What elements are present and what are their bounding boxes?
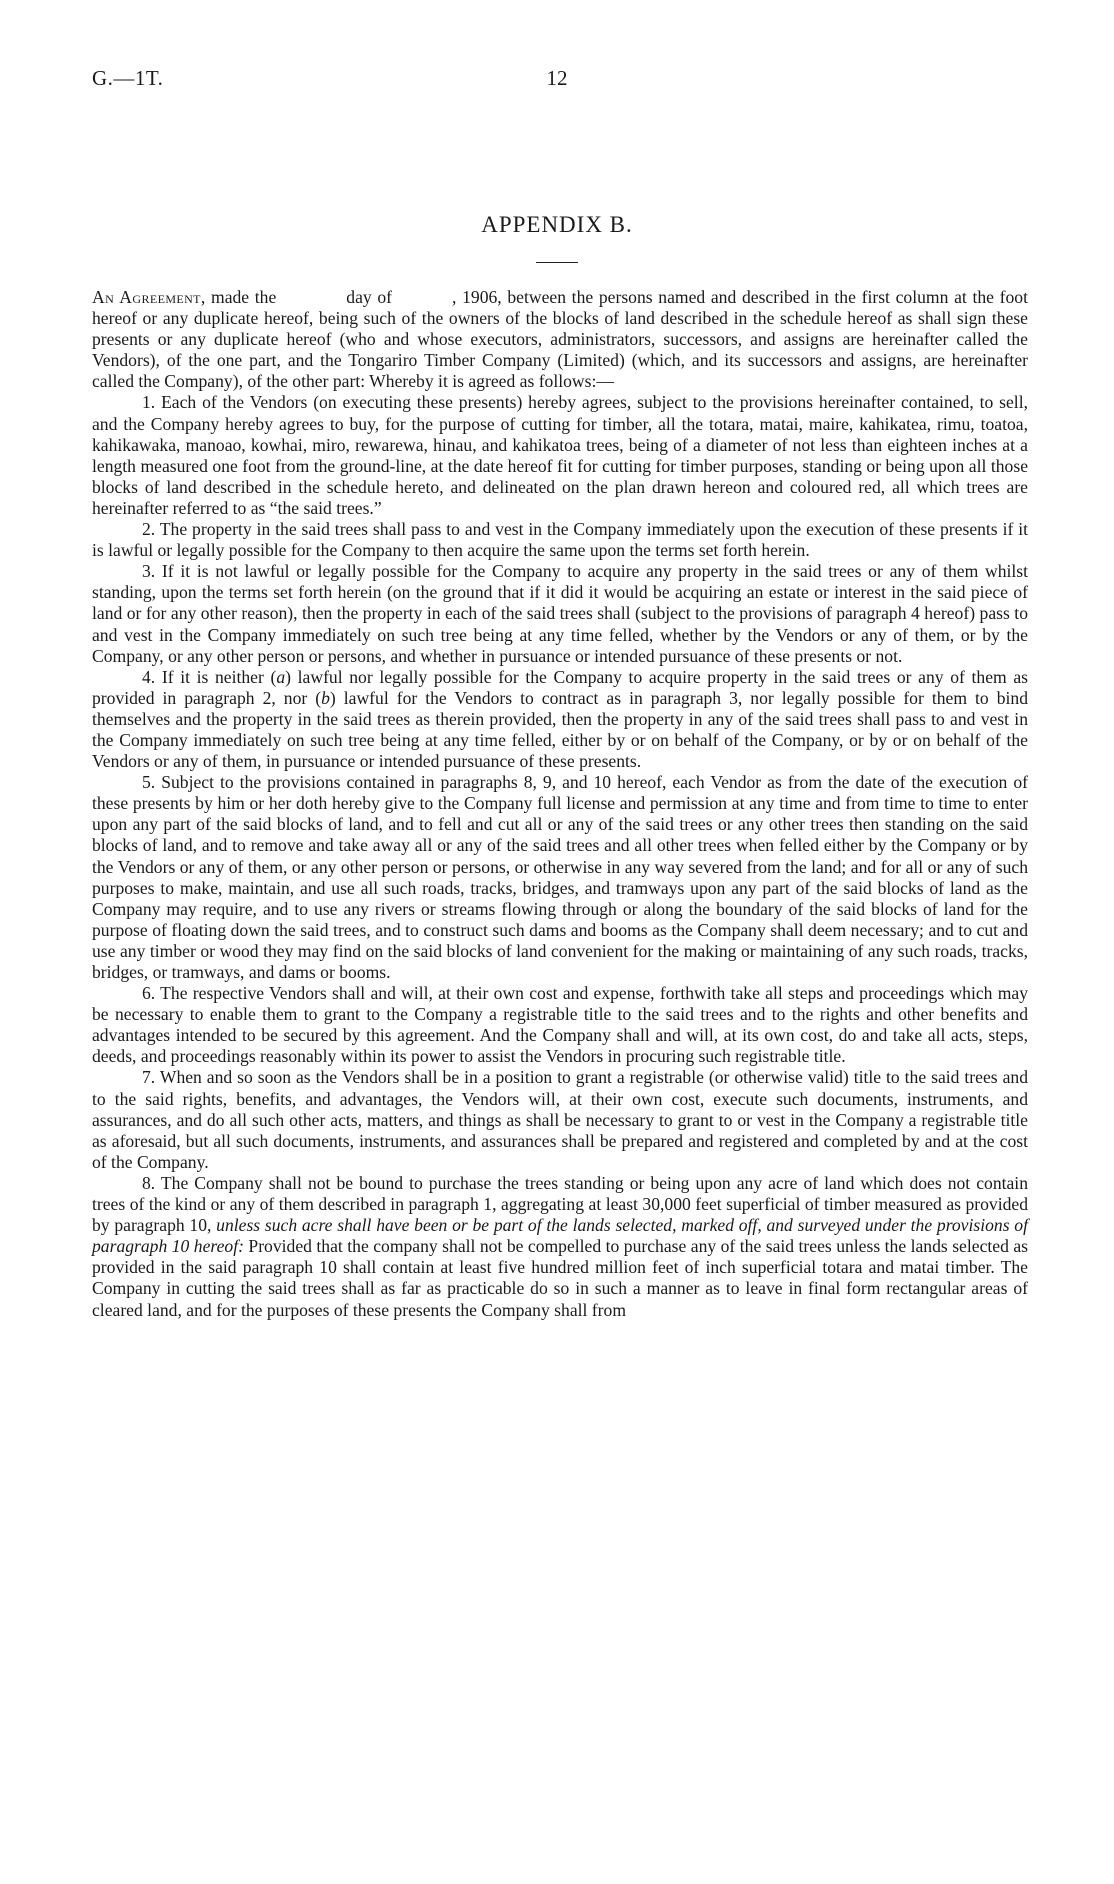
intro-day-of: day of	[346, 287, 393, 307]
appendix-title: APPENDIX B.	[481, 212, 633, 237]
paragraph-8-italic-proviso: unless such acre shall have been or be part of the lands selected, marked off, and surveyed under the provisions of paragraph 10 hereof:	[92, 1215, 1028, 1257]
paragraph-4-part: ) lawful nor legally possible for the Company to acquire property in the said trees or any of them as provided in paragraph 2, nor (	[92, 666, 1028, 708]
paragraph-8-part: Provided that the company shall not be compelled to purchase any of the said trees unless the lands selected as provided in the said paragraph 10 shall contain at least five hundred million feet of inch superficial totara and matai timber. The Company in cutting the said trees shall as far as practicable do so in such a manner as to leave in final form rectangular areas of cleared land, and for the purposes of these presents the Company shall from	[92, 1236, 1028, 1320]
paragraph-1: 1. Each of the Vendors (on executing these presents) hereby agrees, subject to the provisions hereinafter contained, to sell, and the Company hereby agrees to buy, for the purpose of cutting for timber, all the totara, matai, maire, kahikatea, rimu, toatoa, kahikawaka, manoao, kowhai, miro, rewarewa, hinau, and kahikatoa trees, being of a diameter of not less than eighteen inches at a length measured one foot from the ground-line, at the date hereof fit for cutting for timber purposes, standing or being upon all those blocks of land described in the schedule hereto, and delineated on the plan drawn hereon and coloured red, all which trees are hereinafter referred to as “the said trees.”	[92, 392, 1028, 518]
page-number: 12	[546, 66, 568, 90]
agreement-body	[92, 287, 1028, 1321]
document-reference: G.—1T.	[92, 66, 164, 90]
title-rule	[536, 262, 578, 263]
page-header	[92, 66, 1022, 96]
paragraph-4-clause-a: a	[276, 666, 286, 687]
paragraph-4-part: ) lawful for the Vendors to contract as in paragraph 3, nor legally possible for them to bind themselves and the property in the said trees as therein provided, then the property in any of the said trees shall pass to and vest in the Company immediately on such tree being at any time felled, either by or on behalf of the Company, or by or on behalf of the Vendors or any of them, in pursuance or intended pursuance of these presents.	[92, 687, 1028, 772]
paragraph-3: 3. If it is not lawful or legally possible for the Company to acquire any property in the said trees or any of them whilst standing, upon the terms set forth herein (on the ground that if it did it would be acquiring an estate or interest in the said piece of land or for any other reason), then the property in each of the said trees shall (subject to the provisions of paragraph 4 hereof) pass to and vest in the Company immediately on such tree being at any time felled, whether by the Vendors or any of them, or by the Company, or any other person or persons, and whether in pursuance or intended pursuance of these presents or not.	[92, 561, 1028, 666]
intro-rest: , 1906, between the persons named and described in the first column at the foot hereof or any duplicate hereof, being such of the owners of the blocks of land described in the schedule hereof as shall sign these presents or any duplicate hereof (who and whose executors, administrators, successors, and assigns are hereinafter called the Vendors), of the one part, and the Tongariro Timber Company (Limited) (which, and its successors and assigns, are hereinafter called the Company), of the other part: Whereby it is agreed as follows:—	[92, 287, 1028, 392]
intro-lead: An Agreement	[92, 287, 201, 307]
intro-paragraph	[92, 287, 1028, 392]
paragraph-8	[92, 1173, 1028, 1321]
paragraph-4	[92, 667, 1028, 772]
paragraph-4-part: 4. If it is neither (	[142, 666, 277, 687]
paragraph-8-part: 8. The Company shall not be bound to purchase the trees standing or being upon any acre of land which does not contain trees of the kind or any of them described in paragraph 1, aggregating at least 30,000 feet superficial of timber measured as provided by paragraph 10,	[92, 1172, 1028, 1236]
intro-made-the: , made the	[200, 287, 277, 307]
paragraph-4-clause-b: b	[321, 687, 330, 708]
paragraph-7: 7. When and so soon as the Vendors shall be in a position to grant a registrable (or otherwise valid) title to the said trees and to the said rights, benefits, and advantages, the Vendors will, at their own cost, execute such documents, instruments, and assurances, and do all such other acts, matters, and things as shall be necessary to grant to or vest in the Company a registrable title as aforesaid, but all such documents, instruments, and assurances shall be prepared and registered and completed by and at the cost of the Company.	[92, 1067, 1028, 1172]
paragraph-5: 5. Subject to the provisions contained in paragraphs 8, 9, and 10 hereof, each Vendor as from the date of the execution of these presents by him or her doth hereby give to the Company full license and permission at any time and from time to time to enter upon any part of the said blocks of land, and to fell and cut all or any of the said trees or any other trees then standing on the said blocks of land, and to remove and take away all or any of the said trees and all other trees when felled either by the Company or by the Vendors or any of them, or any other person or persons, or otherwise in any way severed from the land; and for all or any of such purposes to make, maintain, and use all such roads, tracks, bridges, and tramways upon any part of the said blocks of land as the Company may require, and to use any rivers or streams flowing through or along the boundary of the said blocks of land for the purpose of floating down the said trees, and to construct such dams and booms as the Company shall deem necessary; and to cut and use any timber or wood they may find on the said blocks of land convenient for the making or maintaining of any such roads, tracks, bridges, or tramways, and dams or booms.	[92, 772, 1028, 982]
paragraph-2: 2. The property in the said trees shall pass to and vest in the Company immediately upon the execution of these presents if it is lawful or legally possible for the Company to then acquire the same upon the terms set forth herein.	[92, 519, 1028, 561]
paragraph-6: 6. The respective Vendors shall and will, at their own cost and expense, forthwith take all steps and proceedings which may be necessary to enable them to grant to the Company a registrable title to the said trees and to the rights and other benefits and advantages intended to be secured by this agreement. And the Company shall and will, at its own cost, do and take all acts, steps, deeds, and proceedings reasonably within its power to assist the Vendors in procuring such registrable title.	[92, 983, 1028, 1067]
